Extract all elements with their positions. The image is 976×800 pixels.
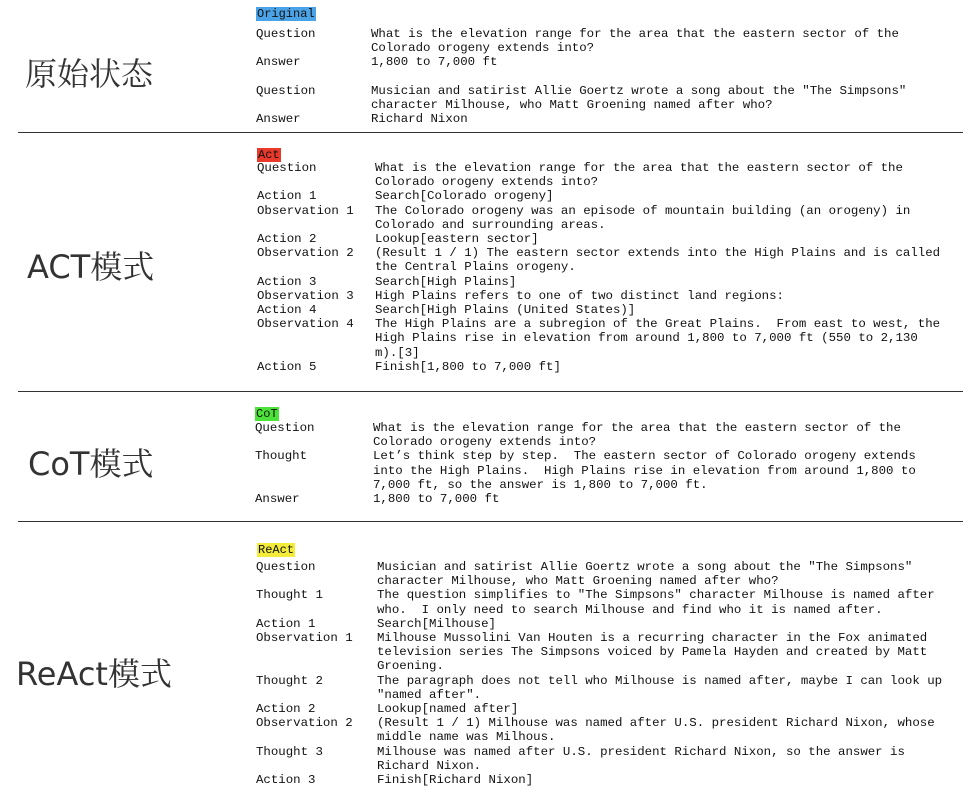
entry-text-line: What is the elevation range for the area that the eastern sector of the bbox=[375, 161, 903, 175]
entry-text-line: Richard Nixon. bbox=[377, 758, 482, 773]
entry-key: Action 2 bbox=[257, 232, 317, 246]
entry-text-line: into the High Plains. High Plains rise in elevation from around 1,800 to bbox=[373, 463, 916, 478]
entry-key: Action 5 bbox=[257, 359, 317, 374]
entry-text-line: What is the elevation range for the area that the eastern sector of the bbox=[371, 27, 899, 41]
entry-text-line: Colorado orogeny extends into? bbox=[373, 435, 597, 450]
entry-text-line: the Central Plains orogeny. bbox=[375, 260, 576, 275]
entry-text-line: Milhouse Mussolini Van Houten is a recurring character in the Fox animated bbox=[377, 631, 928, 645]
entry-text-line: Colorado orogeny extends into? bbox=[371, 41, 595, 56]
entry-key: Action 3 bbox=[256, 773, 316, 787]
entry-text-line: 1,800 to 7,000 ft bbox=[373, 492, 500, 506]
entry-text-line: m).[3] bbox=[375, 345, 420, 360]
entry-text-line: The High Plains are a subregion of the Great Plains. From east to west, the bbox=[375, 317, 941, 332]
section-tag: Original bbox=[257, 7, 315, 21]
entry-text-line: Search[High Plains] bbox=[375, 274, 517, 289]
section-label: CoT模式 bbox=[28, 445, 154, 483]
entry-text-line: Finish[1,800 to 7,000 ft] bbox=[375, 359, 561, 374]
entry-text-line: Lookup[named after] bbox=[377, 702, 519, 716]
section-tag: ReAct bbox=[258, 543, 295, 557]
entry-text-line: The paragraph does not tell who Milhouse is named after, maybe I can look up bbox=[377, 673, 943, 688]
entry-key: Thought 3 bbox=[256, 744, 323, 759]
section-divider bbox=[18, 132, 963, 133]
entry-text-line: 1,800 to 7,000 ft bbox=[371, 55, 498, 70]
entry-text-line: High Plains refers to one of two distinct land regions: bbox=[375, 288, 784, 303]
entry-key: Action 3 bbox=[257, 274, 317, 289]
entry-key: Observation 2 bbox=[257, 246, 354, 261]
entry-key: Observation 3 bbox=[257, 288, 354, 303]
section-divider bbox=[18, 391, 963, 392]
section-tag: Act bbox=[258, 148, 280, 162]
entry-key: Answer bbox=[256, 55, 301, 70]
entry-text-line: Let’s think step by step. The eastern sector of Colorado orogeny extends bbox=[373, 449, 916, 464]
entry-text-line: Search[Milhouse] bbox=[377, 616, 496, 631]
entry-text-line: middle name was Milhous. bbox=[377, 730, 556, 745]
entry-key: Observation 1 bbox=[257, 203, 354, 218]
entry-text-line: Richard Nixon bbox=[371, 112, 468, 126]
entry-text-line: character Milhouse, who Matt Groening named after who? bbox=[377, 574, 779, 589]
entry-text-line: Search[Colorado orogeny] bbox=[375, 189, 554, 204]
section-tag: CoT bbox=[256, 407, 278, 421]
entry-text-line: Groening. bbox=[377, 659, 444, 674]
entry-text-line: "named after". bbox=[377, 687, 482, 702]
entry-text-line: television series The Simpsons voiced by Pamela Hayden and created by Matt bbox=[377, 645, 928, 660]
entry-text-line: What is the elevation range for the area that the eastern sector of the bbox=[373, 421, 901, 435]
entry-text-line: The question simplifies to "The Simpsons" character Milhouse is named after bbox=[377, 588, 935, 603]
section-divider bbox=[18, 521, 963, 522]
entry-text-line: who. I only need to search Milhouse and find who it is named after. bbox=[377, 602, 883, 617]
section-label: 原始状态 bbox=[25, 55, 154, 93]
entry-key: Thought bbox=[255, 449, 308, 464]
section-label: ACT模式 bbox=[27, 248, 155, 286]
entry-key: Answer bbox=[256, 112, 301, 126]
entry-key: Observation 4 bbox=[257, 317, 354, 332]
entry-text-line: (Result 1 / 1) Milhouse was named after U.S. president Richard Nixon, whose bbox=[377, 716, 935, 731]
entry-key: Action 2 bbox=[256, 702, 316, 716]
entry-key: Question bbox=[256, 27, 316, 41]
entry-text-line: Lookup[eastern sector] bbox=[375, 232, 539, 246]
entry-key: Question bbox=[255, 421, 315, 435]
entry-text-line: The Colorado orogeny was an episode of mountain building (an orogeny) in bbox=[375, 203, 911, 218]
entry-key: Action 4 bbox=[257, 303, 317, 317]
entry-text-line: High Plains rise in elevation from around 1,800 to 7,000 ft (550 to 2,130 bbox=[375, 331, 918, 346]
entry-key: Action 1 bbox=[256, 616, 316, 631]
entry-key: Question bbox=[257, 161, 317, 175]
entry-text-line: Musician and satirist Allie Goertz wrote a song about the "The Simpsons" bbox=[377, 560, 913, 574]
entry-key: Thought 2 bbox=[256, 673, 323, 688]
entry-key: Answer bbox=[255, 492, 300, 506]
entry-text-line: Musician and satirist Allie Goertz wrote a song about the "The Simpsons" bbox=[371, 83, 907, 98]
entry-text-line: Colorado and surrounding areas. bbox=[375, 217, 606, 232]
entry-text-line: Milhouse was named after U.S. president Richard Nixon, so the answer is bbox=[377, 744, 905, 759]
entry-text-line: (Result 1 / 1) The eastern sector extends into the High Plains and is called bbox=[375, 246, 941, 261]
entry-key: Thought 1 bbox=[256, 588, 323, 603]
entry-text-line: 7,000 ft, so the answer is 1,800 to 7,000 ft. bbox=[373, 477, 708, 492]
entry-key: Observation 2 bbox=[256, 716, 353, 731]
entry-key: Question bbox=[256, 560, 316, 574]
section-label: ReAct模式 bbox=[16, 655, 172, 693]
entry-text-line: Search[High Plains (United States)] bbox=[375, 303, 636, 317]
entry-text-line: Finish[Richard Nixon] bbox=[377, 773, 534, 787]
entry-key: Observation 1 bbox=[256, 631, 353, 645]
entry-key: Action 1 bbox=[257, 189, 317, 204]
entry-text-line: Colorado orogeny extends into? bbox=[375, 175, 599, 190]
entry-text-line: character Milhouse, who Matt Groening named after who? bbox=[371, 97, 773, 112]
entry-key: Question bbox=[256, 83, 316, 98]
